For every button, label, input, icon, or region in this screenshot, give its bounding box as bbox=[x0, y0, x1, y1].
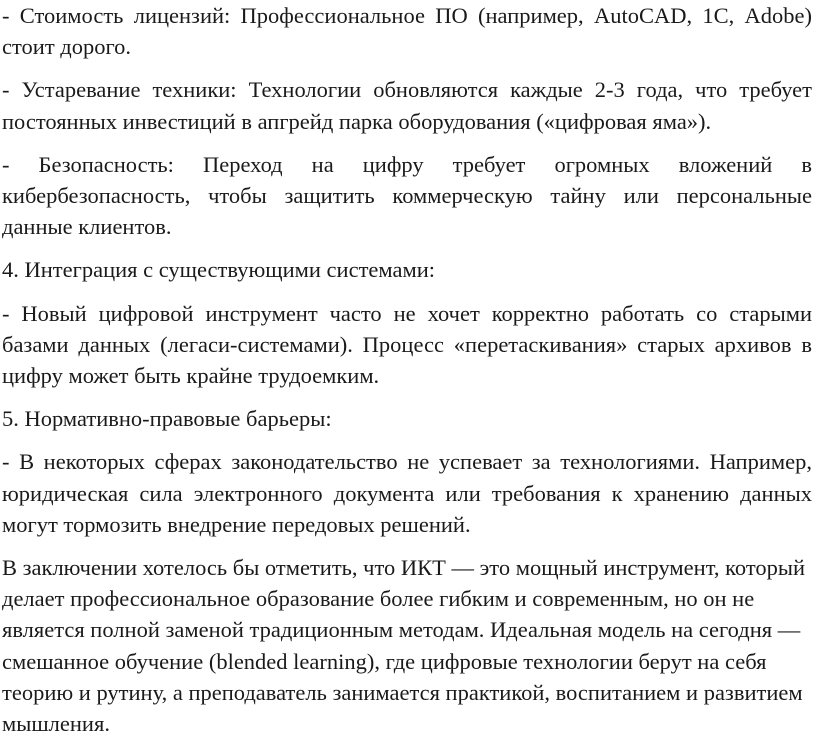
paragraph-conclusion: В заключении хотелось бы отметить, что ИКТ — это мощный инструмент, который делает профессиональное образование более гибким и современным, но он не является полной заменой традиционным методам. Идеальная модель на сегодня — смешанное обучение (blended learning), где цифровые технологии берут на себя теорию и рутину, а преподаватель занимается практикой, воспитанием и развитием мышления. bbox=[2, 555, 806, 737]
paragraph-regulatory: - В некоторых сферах законодательство не успевает за технологиями. Например, юридическая сила электронного документа или требования к хранению данных могут тормозить внедрение передовых решений. bbox=[2, 449, 812, 537]
heading-regulatory: 5. Нормативно-правовые барьеры: bbox=[2, 406, 332, 432]
paragraph-license-cost: - Стоимость лицензий: Профессиональное ПО (например, AutoCAD, 1С, Adobe) стоит дорого. bbox=[2, 3, 812, 60]
paragraph-security: - Безопасность: Переход на цифру требует огромных вложений в кибербезопасность, чтобы защитить коммерческую тайну или персональные данные клиентов. bbox=[2, 151, 812, 240]
heading-integration: 4. Интеграция с существующими системами: bbox=[2, 257, 435, 283]
paragraph-hardware-obsolescence: - Устаревание техники: Технологии обновляются каждые 2-3 года, что требует постоянных инвестиций в апгрейд парка оборудования («цифровая яма»). bbox=[2, 77, 812, 134]
paragraph-integration: - Новый цифровой инструмент часто не хочет корректно работать со старыми базами данных (легаси-системами). Процесс «перетаскивания» старых архивов в цифру может быть крайне трудоемким. bbox=[2, 300, 812, 389]
document-body bbox=[2, 0, 812, 751]
